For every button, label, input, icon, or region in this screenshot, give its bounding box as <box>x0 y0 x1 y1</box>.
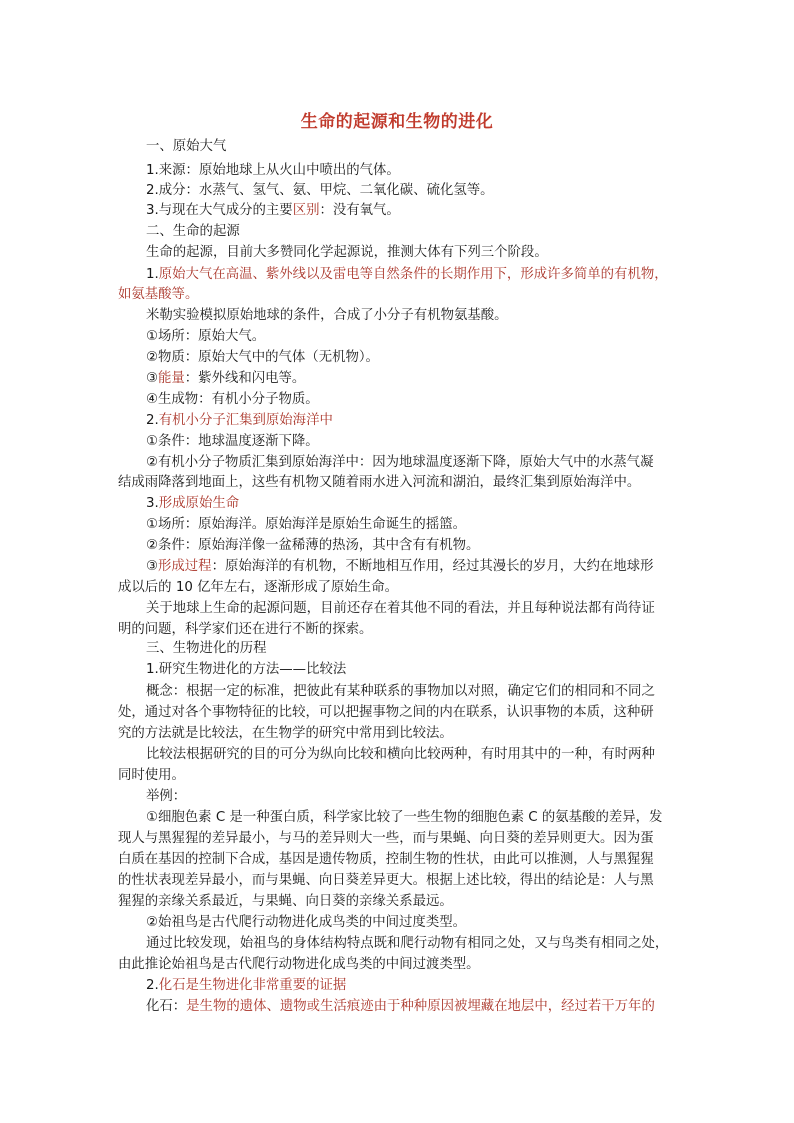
list-item: ①场所：原始海洋。原始海洋是原始生命诞生的摇篮。 <box>146 517 466 532</box>
paragraph: 的性状表现差异最小，而与果蝇、向日葵差异更大。根据上述比较，得出的结论是：人与黑 <box>118 873 654 888</box>
highlight-text: 形成过程 <box>158 559 212 574</box>
list-item: ①场所：原始大气。 <box>146 329 266 344</box>
paragraph: 举例： <box>146 789 187 804</box>
highlight-text: 原始大气在高温、紫外线以及雷电等自然条件的长期作用下，形成许多简单的有机物， <box>158 267 668 282</box>
text: 2. <box>146 978 159 993</box>
paragraph: 通过比较发现，始祖鸟的身体结构特点既和爬行动物有相同之处，又与鸟类有相同之处， <box>146 936 669 951</box>
paragraph: 白质在基因的控制下合成，基因是遗传物质，控制生物的性状，由此可以推测，人与黑猩猩 <box>118 852 654 867</box>
subheading <box>146 975 678 996</box>
paragraph: ①细胞色素 C 是一种蛋白质，科学家比较了一些生物的细胞色素 C 的氨基酸的差异，发 <box>146 810 663 825</box>
list-item: ④生成物：有机小分子物质。 <box>146 392 319 407</box>
text: ：没有氧气。 <box>319 203 400 218</box>
text: 1. <box>146 267 159 282</box>
paragraph <box>146 200 678 221</box>
section-heading-1: 一、原始大气 <box>146 139 227 154</box>
paragraph <box>146 410 678 431</box>
paragraph: 1.来源：原始地球上从火山中喷出的气体。 <box>146 163 400 178</box>
paragraph <box>146 264 678 285</box>
paragraph: ②始祖鸟是古代爬行动物进化成鸟类的中间过度类型。 <box>146 915 466 930</box>
highlight-text: 能量 <box>158 371 185 386</box>
highlight-text: 形成原始生命 <box>158 496 240 511</box>
paragraph: 生命的起源，目前大多赞同化学起源说，推测大体有下列三个阶段。 <box>146 245 548 260</box>
text: 化石： <box>146 999 187 1014</box>
section-heading-3: 三、生物进化的历程 <box>146 641 267 656</box>
paragraph: 明的问题，科学家们还在进行不断的探索。 <box>118 622 373 637</box>
paragraph: 如氨基酸等。 <box>118 287 199 302</box>
text: 3. <box>146 496 159 511</box>
list-item <box>146 368 678 389</box>
paragraph: 猩猩的亲缘关系最近，与果蝇、向日葵的亲缘关系最远。 <box>118 894 453 909</box>
paragraph: 现人与黑猩猩的差异最小，与马的差异则大一些，而与果蝇、向日葵的差异则更大。因为蛋 <box>118 831 654 846</box>
paragraph: 成以后的 10 亿年左右，逐渐形成了原始生命。 <box>118 580 398 595</box>
paragraph: 米勒实验模拟原始地球的条件，合成了小分子有机物氨基酸。 <box>146 308 508 323</box>
section-heading-2: 二、生命的起源 <box>146 224 240 239</box>
text: 2. <box>146 413 159 428</box>
list-item: ②有机小分子物质汇集到原始海洋中：因为地球温度逐渐下降，原始大气中的水蒸气凝 <box>146 455 654 470</box>
text: ③ <box>146 559 159 574</box>
paragraph: 2.成分：水蒸气、氢气、氨、甲烷、二氧化碳、硫化氢等。 <box>146 183 494 198</box>
text: ：紫外线和闪电等。 <box>184 371 306 386</box>
paragraph: 究的方法就是比较法，在生物学的研究中常用到比较法。 <box>118 726 453 741</box>
highlight-text: 化石是生物进化非常重要的证据 <box>158 978 347 993</box>
list-item: ②物质：原始大气中的气体（无机物）。 <box>146 350 379 365</box>
paragraph: 由此推论始祖鸟是古代爬行动物进化成鸟类的中间过渡类型。 <box>118 957 480 972</box>
paragraph: 关于地球上生命的起源问题，目前还存在着其他不同的看法，并且每种说法都有尚待证 <box>146 601 655 616</box>
text: 3.与现在大气成分的主要 <box>146 203 293 218</box>
paragraph: 处，通过对各个事物特征的比较，可以把握事物之间的内在联系，认识事物的本质，这种研 <box>118 705 654 720</box>
paragraph: 比较法根据研究的目的可分为纵向比较和横向比较两种，有时用其中的一种，有时两种 <box>146 747 655 762</box>
list-item <box>146 556 678 577</box>
highlight-text: 有机小分子汇集到原始海洋中 <box>158 413 333 428</box>
page-title: 生命的起源和生物的进化 <box>300 112 494 132</box>
highlight-text: 区别 <box>292 203 320 218</box>
list-item: ①条件：地球温度逐渐下降。 <box>146 434 319 449</box>
subheading: 1.研究生物进化的方法——比较法 <box>146 662 347 677</box>
paragraph <box>146 493 678 514</box>
paragraph: 概念：根据一定的标准，把彼此有某种联系的事物加以对照，确定它们的相同和不同之 <box>146 684 655 699</box>
paragraph: 同时使用。 <box>118 768 185 783</box>
highlight-text: 是生物的遗体、遗物或生活痕迹由于种种原因被埋藏在地层中，经过若干万年的 <box>186 999 655 1014</box>
text: ：原始海洋的有机物，不断地相互作用，经过其漫长的岁月，大约在地球形 <box>211 559 654 574</box>
paragraph: 结成雨降落到地面上，这些有机物又随着雨水进入河流和湖泊，最终汇集到原始海洋中。 <box>118 475 641 490</box>
text: ③ <box>146 371 159 386</box>
paragraph <box>146 996 678 1017</box>
list-item: ②条件：原始海洋像一盆稀薄的热汤，其中含有有机物。 <box>146 538 480 553</box>
